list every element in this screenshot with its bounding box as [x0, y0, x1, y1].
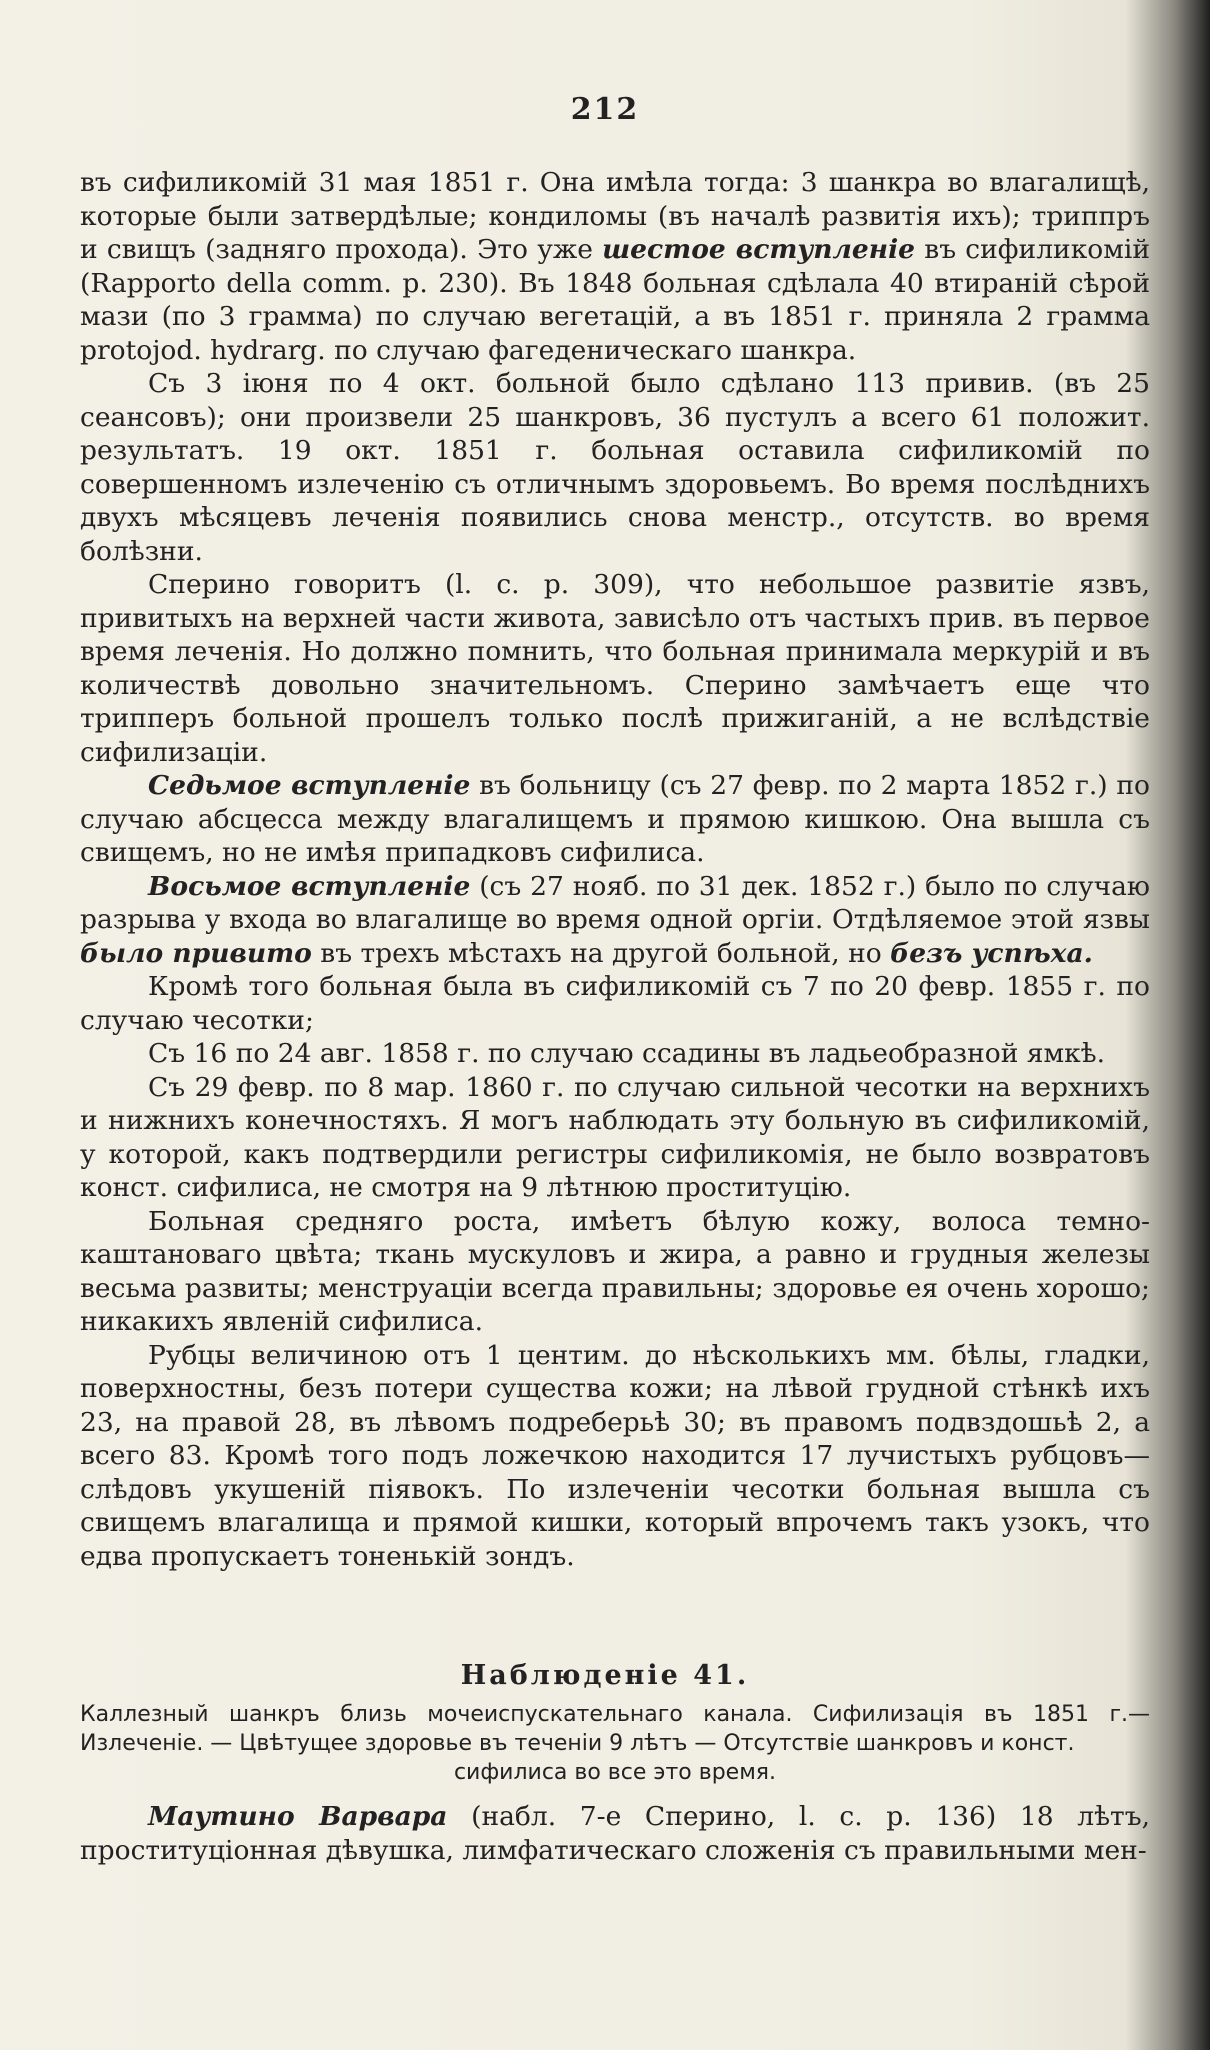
- page-number: 212: [570, 92, 640, 127]
- observation-summary: [80, 1700, 1150, 1787]
- paragraph-text: въ сифиликомій (Rapporto della comm. p. 230). Въ 1848 больная сдѣлала 40 втираній сѣрой мази (по 3 грамма) по случаю вегетацій, а въ 1851 г. приняла 2 грамма protojod. hydrarg. по случаю фагеденическаго шанкра.: [80, 234, 1150, 366]
- paragraph-p2: [80, 367, 1150, 568]
- paragraph-p4: [80, 769, 1150, 870]
- emphasis-text: было привито: [80, 937, 312, 969]
- paragraph-p6: [80, 970, 1150, 1037]
- paragraph-p5: [80, 870, 1150, 971]
- body-text: [80, 166, 1150, 1573]
- paragraph-text: Кромѣ того больная была въ сифиликомій съ 7 по 20 февр. 1855 г. по случаю чесотки;: [80, 971, 1150, 1036]
- paragraph-text: Съ 16 по 24 авг. 1858 г. по случаю ссадины въ ладьеобразной ямкѣ.: [148, 1038, 1106, 1069]
- paragraph-text: въ сифиликомій 31 мая 1851 г. Она имѣла тогда: 3 шанкра во влагалищѣ, которые были затвердѣлые; кондиломы (въ началѣ развитія ихъ); триппръ и свищъ (задняго прохода). Это уже: [80, 167, 1150, 265]
- observation-start-text: (набл. 7-е Сперино, l. c. p. 136) 18 лѣтъ, проституціонная дѣвушка, лимфатическаго сложенія съ правильными мен-: [80, 1801, 1150, 1866]
- patient-name: Маутино Варвара: [148, 1801, 448, 1832]
- paragraph-text: Съ 29 февр. по 8 мар. 1860 г. по случаю сильной чесотки на верхнихъ и нижнихъ конечностяхъ. Я могъ наблюдать эту больную въ сифиликомій, у которой, какъ подтвердили регистры сифиликомія, не было возвратовъ конст. сифилиса, не смотря на 9 лѣтнюю проституцію.: [80, 1071, 1150, 1203]
- paragraph-text: Съ 3 іюня по 4 окт. больной было сдѣлано 113 привив. (въ 25 сеансовъ); они произвели 25 шанкровъ, 36 пустулъ а всего 61 положит. результатъ. 19 окт. 1851 г. больная оставила сифиликомій по совершенномъ излеченію съ отличнымъ здоровьемъ. Во время послѣднихъ двухъ мѣсяцевъ леченія появились снова менстр., отсутств. во время болѣзни.: [80, 368, 1150, 567]
- emphasis-text: Седьмое вступленіе: [148, 770, 471, 801]
- paragraph-p1: [80, 166, 1150, 367]
- paragraph-text: (съ 27 нояб. по 31 дек. 1852 г.) было по случаю разрыва у входа во влагалище во время одной оргіи. Отдѣляемое этой язвы: [80, 870, 1151, 935]
- observation-start: [80, 1800, 1150, 1868]
- paragraph-p10: [80, 1339, 1150, 1574]
- emphasis-text: безъ успѣха.: [890, 937, 1093, 969]
- emphasis-text: Восьмое вступленіе: [148, 870, 471, 902]
- paragraph-text: Сперино говоритъ (l. c. p. 309), что небольшое развитіе язвъ, привитыхъ на верхней части живота, зависѣло отъ частыхъ прив. въ первое время леченія. Но должно помнить, что больная принимала меркурій и въ количествѣ довольно значительномъ. Сперино замѣчаетъ еще что трипперъ больной прошелъ только послѣ прижиганій, а не вслѣдствіе сифилизаціи.: [80, 569, 1150, 768]
- observation-summary-last: сифилиса во все это время.: [453, 1760, 777, 1785]
- paragraph-p7: [80, 1037, 1150, 1071]
- observation-summary-main: Каллезный шанкръ близь мочеиспускательнаго канала. Сифилизація въ 1851 г.—Излеченіе. — Цвѣтущее здоровье въ теченіи 9 лѣтъ — Отсутствіе шанкровъ и конст.: [80, 1702, 1150, 1756]
- paragraph-text: Больная средняго роста, имѣетъ бѣлую кожу, волоса темно-каштановаго цвѣта; ткань мускуловъ и жира, а равно и грудныя железы весьма развиты; менструаціи всегда правильны; здоровье ея очень хорошо; никакихъ явленій сифилиса.: [80, 1205, 1150, 1337]
- paragraph-p3: [80, 568, 1150, 769]
- paragraph-text: въ трехъ мѣстахъ на другой больной, но: [311, 937, 891, 969]
- paragraph-text: Рубцы величиною отъ 1 центим. до нѣсколькихъ мм. бѣлы, гладки, поверхностны, безъ потери существа кожи; на лѣвой грудной стѣнкѣ ихъ 23, на правой 28, въ лѣвомъ подреберьѣ 30; въ правомъ подвздошьѣ 2, а всего 83. Кромѣ того подъ ложечкою находится 17 лучистыхъ рубцовъ—слѣдовъ укушеній піявокъ. По излеченіи чесотки больная вышла съ свищемъ влагалища и прямой кишки, который впрочемъ такъ узокъ, что едва пропускаетъ тоненькій зондъ.: [80, 1339, 1150, 1572]
- emphasis-text: шестое вступленіе: [602, 234, 916, 265]
- observation-title: Наблюденіе 41.: [460, 1660, 750, 1691]
- paragraph-text: въ больницу (съ 27 февр. по 2 марта 1852 г.) по случаю абсцесса между влагалищемъ и прямою кишкою. Она вышла съ свищемъ, но не имѣя припадковъ сифилиса.: [80, 770, 1150, 868]
- paragraph-p9: [80, 1205, 1150, 1339]
- paragraph-p8: [80, 1071, 1150, 1205]
